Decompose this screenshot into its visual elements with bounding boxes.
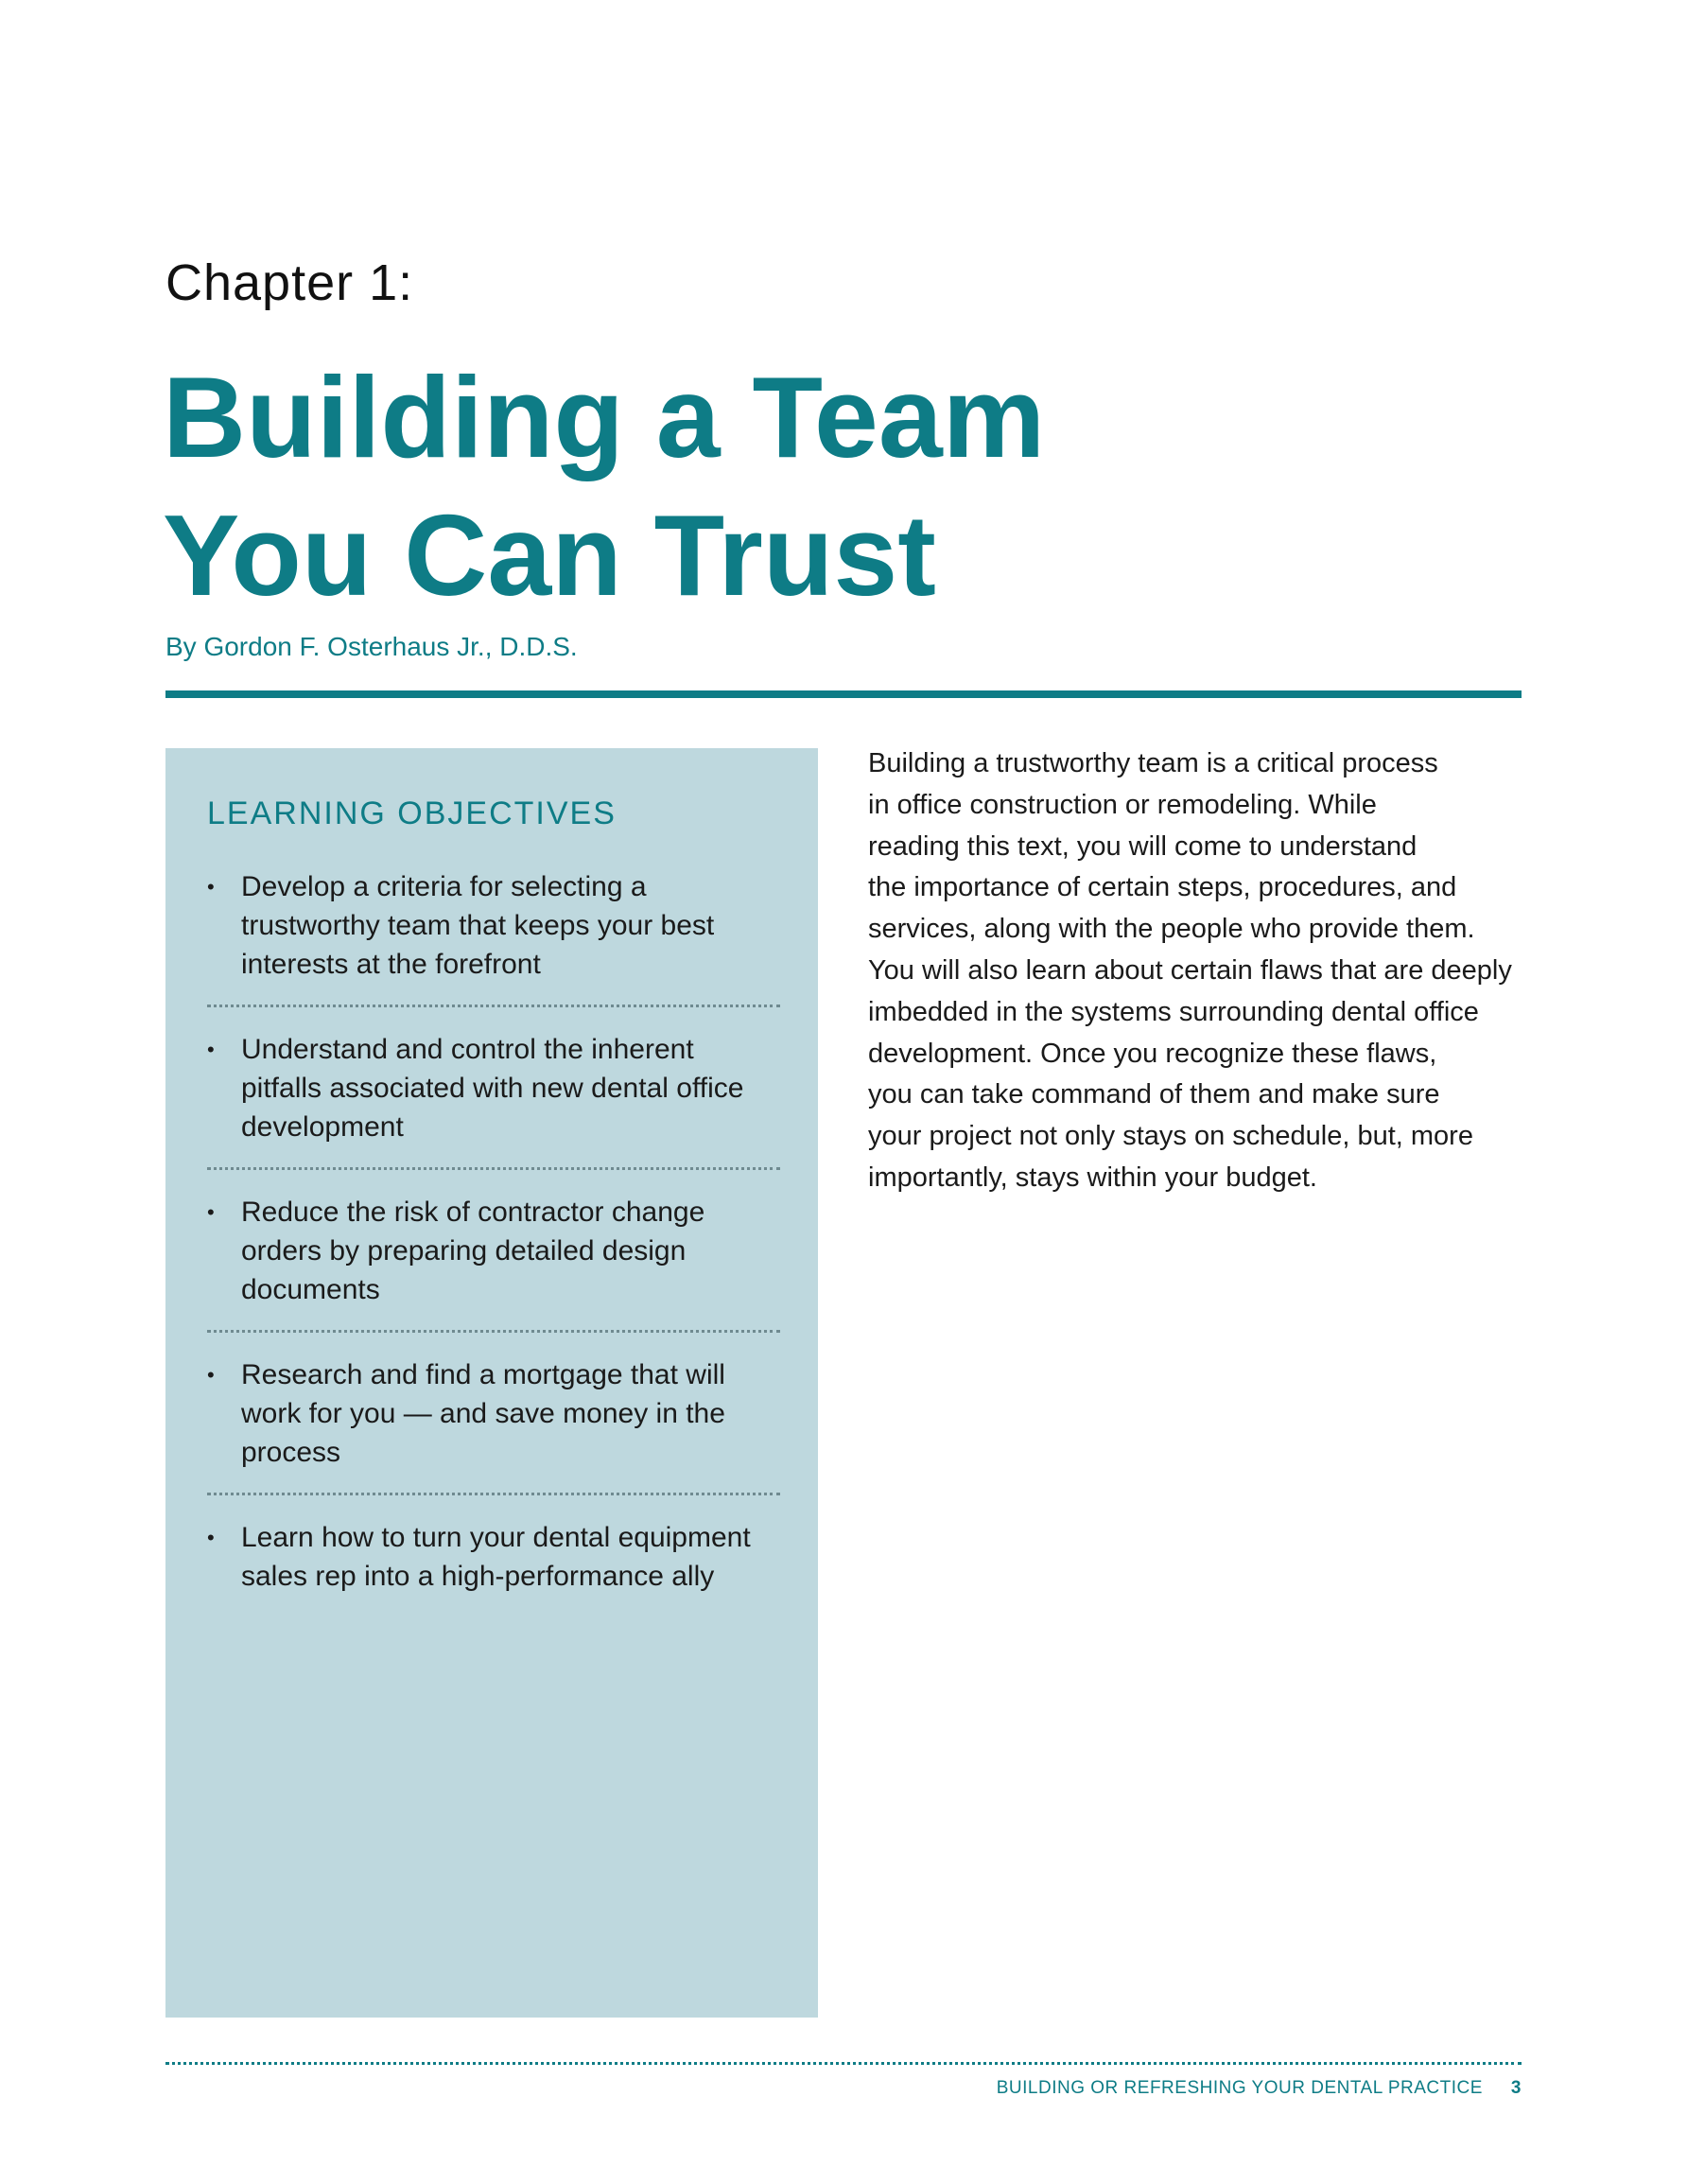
objective-text: Understand and control the inherent pitfalls associated with new dental office development [241,1034,744,1143]
paragraph-line: imbedded in the systems surrounding dental office [868,996,1479,1027]
paragraph-line: Building a trustworthy team is a critical process [868,748,1438,778]
paragraph-line: the importance of certain steps, procedures, and [868,872,1457,903]
objectives-list [207,867,780,1616]
learning-objectives-box [165,748,818,2018]
objective-text: Reduce the risk of contractor change orders by preparing detailed design documents [241,1197,705,1305]
objective-item [207,1193,780,1333]
chapter-title-line: Building a Team [163,353,1046,481]
running-title: BUILDING OR REFRESHING YOUR DENTAL PRACTICE [996,2078,1483,2098]
paragraph-line: importantly, stays within your budget. [868,1162,1317,1193]
header-divider [165,690,1522,698]
paragraph-line: reading this text, you will come to understand [868,830,1417,862]
chapter-title-line: You Can Trust [163,491,936,620]
chapter-label: Chapter 1: [165,254,414,311]
objective-text: Research and find a mortgage that will work for you — and save money in the process [241,1359,725,1468]
paragraph-line: in office construction or remodeling. While [868,789,1377,820]
page-number: 3 [1510,2078,1522,2098]
intro-paragraph [868,743,1530,1199]
bullet-icon: • [207,1363,215,1387]
bullet-icon: • [207,1038,215,1061]
bullet-icon: • [207,1526,215,1549]
author-byline: By Gordon F. Osterhaus Jr., D.D.S. [165,632,578,661]
footer-divider [165,2062,1522,2065]
paragraph-line: You will also learn about certain flaws that are deeply [868,954,1512,986]
objective-item [207,1355,780,1495]
objective-text: Develop a criteria for selecting a trustworthy team that keeps your best interests at the forefront [241,871,715,980]
objective-item [207,1518,780,1616]
objective-text: Learn how to turn your dental equipment sales rep into a high-performance ally [241,1522,751,1592]
bullet-icon: • [207,875,215,899]
bullet-icon: • [207,1200,215,1224]
objective-item [207,1030,780,1170]
chapter-title [163,348,1045,624]
page-footer [997,2079,1522,2097]
learning-objectives-heading: LEARNING OBJECTIVES [207,795,617,831]
objective-item [207,867,780,1007]
paragraph-line: services, along with the people who provide them. [868,914,1475,945]
paragraph-line: you can take command of them and make sure [868,1079,1440,1110]
paragraph-line: your project not only stays on schedule, but, more [868,1121,1473,1152]
paragraph-line: development. Once you recognize these flaws, [868,1038,1437,1069]
